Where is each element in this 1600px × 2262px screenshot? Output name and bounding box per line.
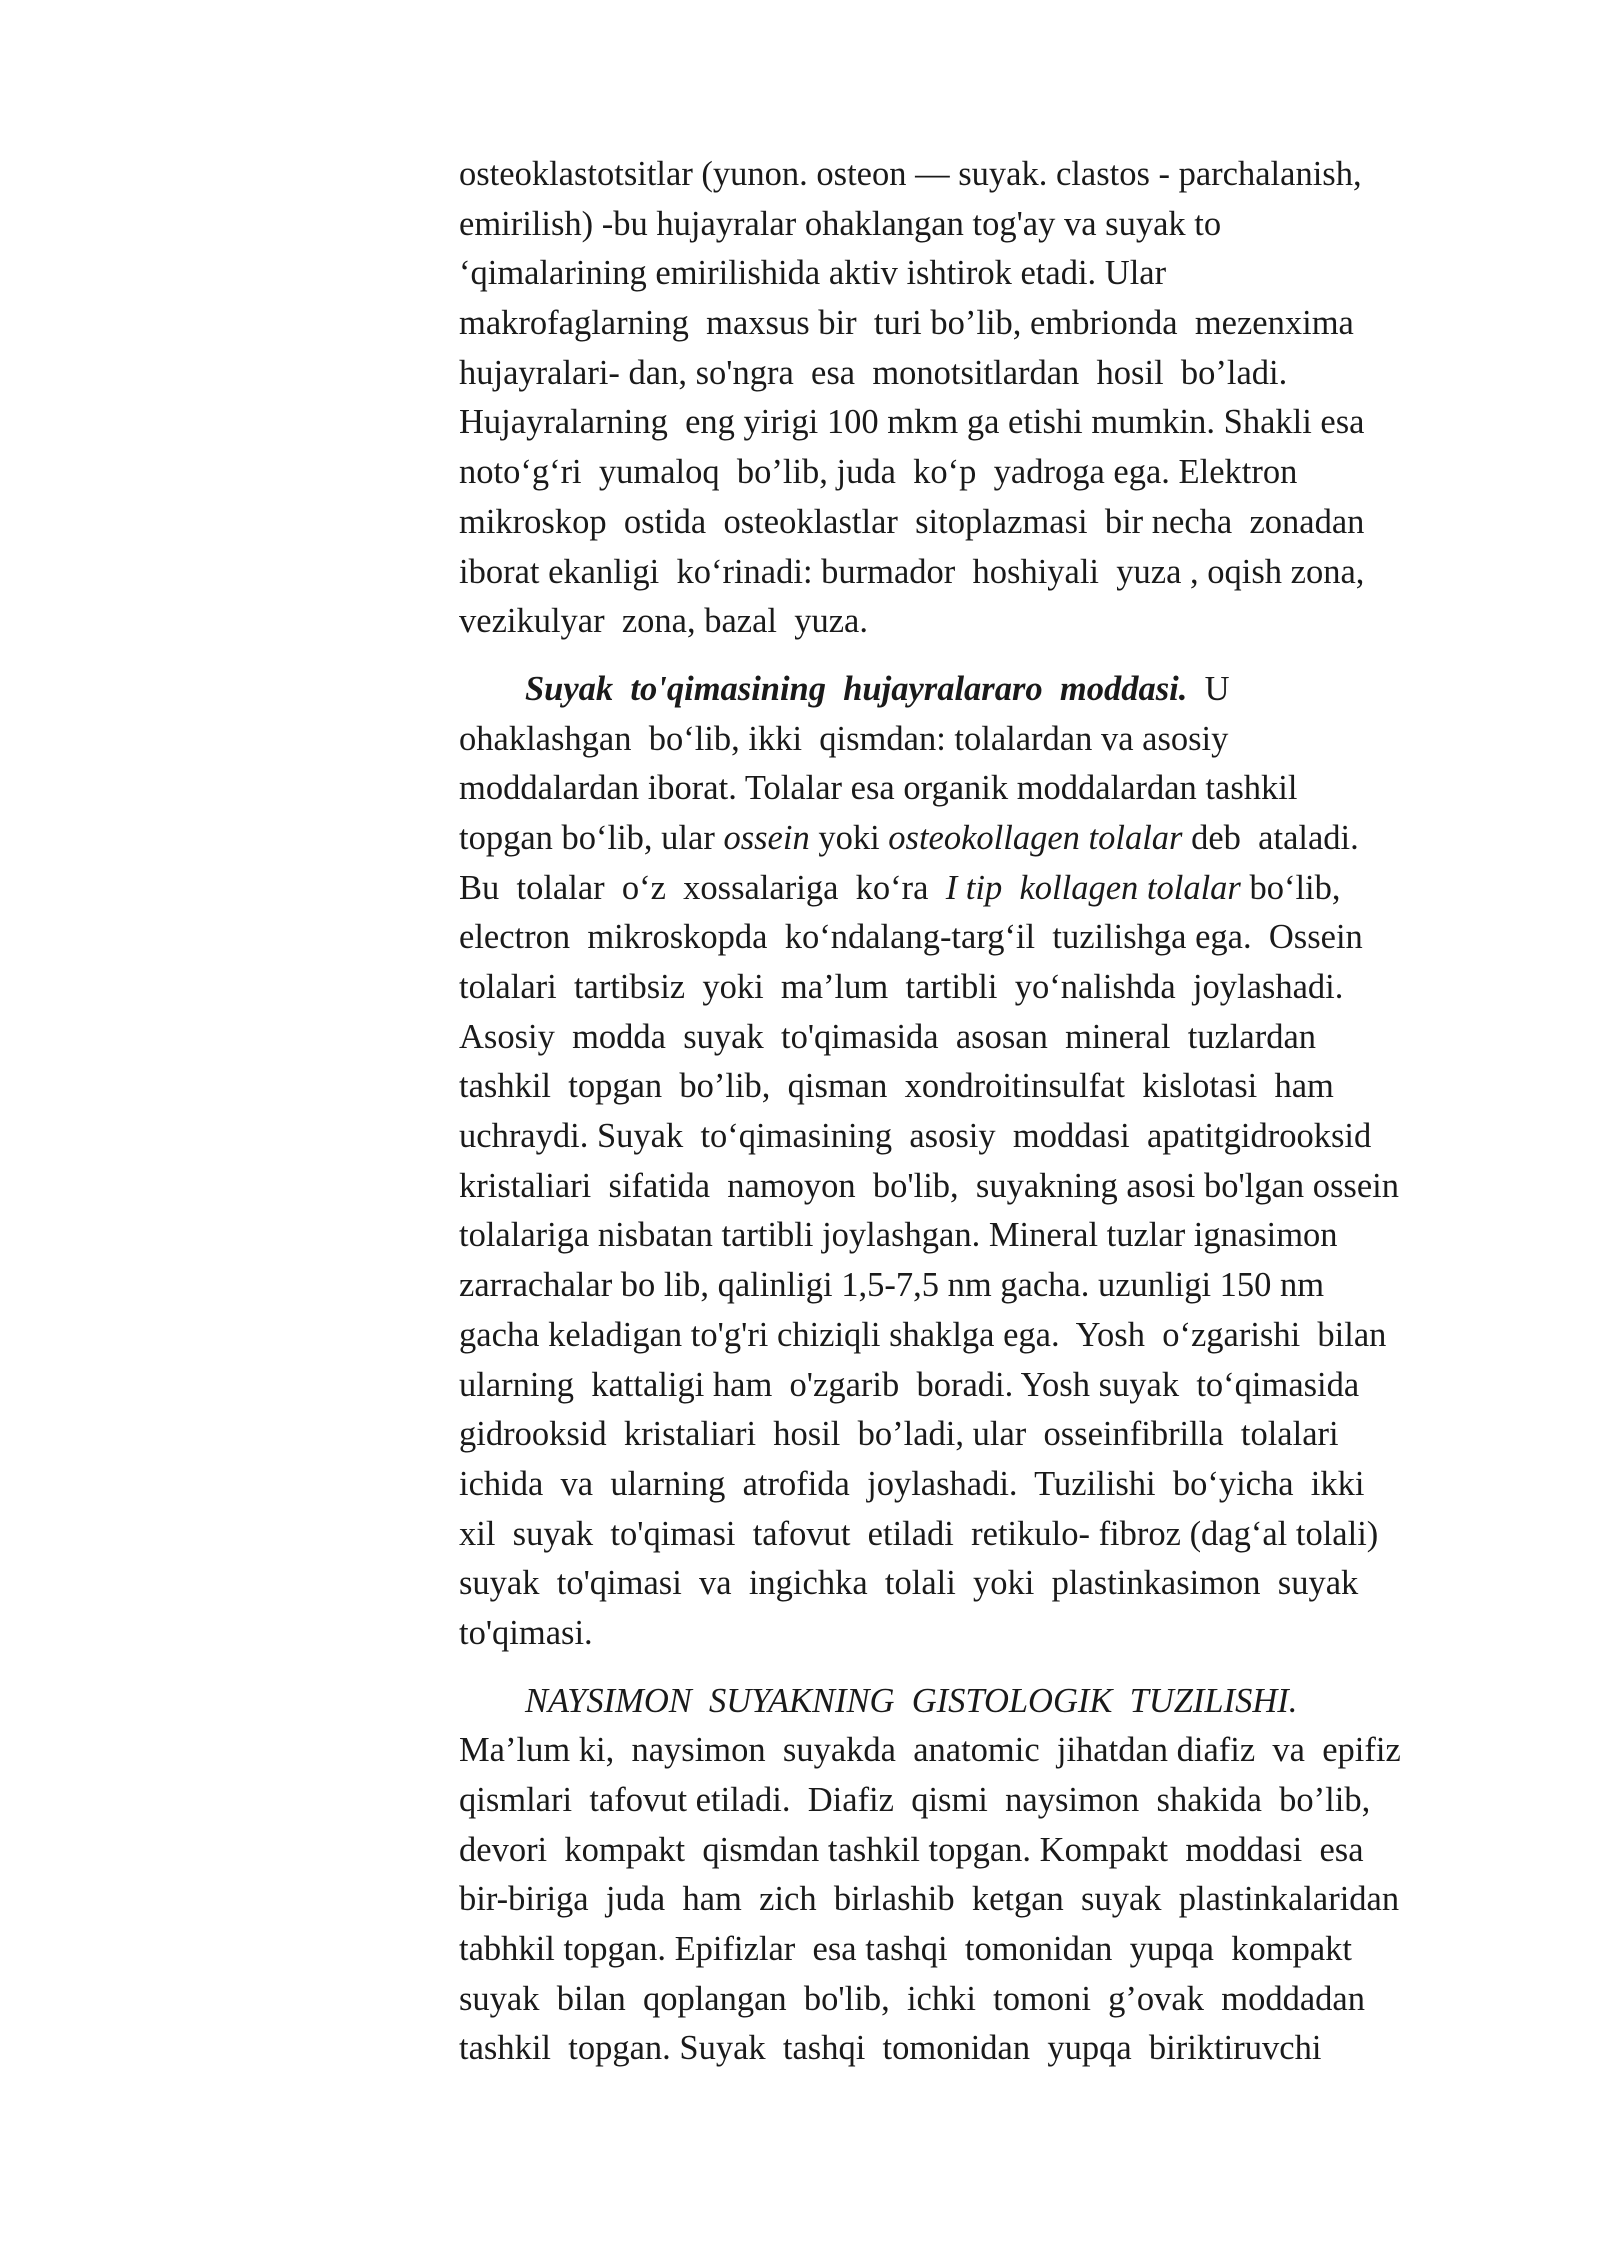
section-heading: NAYSIMON SUYAKNING GISTOLOGIK TUZILISHI. [525, 1681, 1298, 1720]
text-line: osteoklastotsitlar (yunon. osteon — suyak. clastos - parchalanish, [459, 155, 1362, 193]
text-line: Ma’lum ki, naysimon suyakda anatomic jihatdan diafiz va epifiz [459, 1731, 1401, 1770]
text-line: to'qimasi. [459, 1613, 593, 1652]
paragraph-intercellular-substance [459, 665, 1499, 1659]
text-line [459, 665, 1499, 715]
text-line: suyak bilan qoplangan bo'lib, ichki tomoni g’ovak moddadan [459, 1979, 1365, 2018]
text-run: topgan bo‘lib, ular [459, 818, 724, 857]
text-line: ‘qimalarining emirilishida aktiv ishtirok etadi. Ular [459, 254, 1167, 293]
text-line: iborat ekanligi ko‘rinadi: burmador hoshiyali yuza , oqish zona, [459, 552, 1365, 591]
section-heading: Suyak to'qimasining hujayralararo moddasi. [525, 669, 1188, 708]
text-line: vezikulyar zona, bazal yuza. [459, 602, 868, 641]
italic-term: osteokollagen tolalar [888, 818, 1183, 857]
text-line: tabhkil topgan. Epifizlar esa tashqi tomonidan yupqa kompakt [459, 1930, 1352, 1969]
text-line: moddalardan iborat. Tolalar esa organik moddalardan tashkil [459, 769, 1298, 808]
text-line: hujayralari- dan, so'ngra esa monotsitlardan hosil bo’ladi. [459, 353, 1288, 392]
text-line: tashkil topgan. Suyak tashqi tomonidan yupqa biriktiruvchi [459, 2029, 1322, 2068]
text-line: gacha keladigan to'g'ri chiziqli shaklga ega. Yosh o‘zgarishi bilan [459, 1315, 1387, 1354]
text-line: tolalari tartibsiz yoki ma’lum tartibli yo‘nalishda joylashadi. [459, 968, 1344, 1006]
text-line: makrofaglarning maxsus bir turi bo’lib, embrionda mezenxima [459, 304, 1354, 343]
text-run: Bu tolalar o‘z xossalariga ko‘ra [459, 868, 946, 907]
text-line: Asosiy modda suyak to'qimasida asosan mineral tuzlardan [459, 1017, 1317, 1056]
text-line: bir-biriga juda ham zich birlashib ketgan suyak plastinkalaridan [459, 1880, 1400, 1919]
text-line: zarrachalar bo lib, qalinligi 1,5-7,5 nm gacha. uzunligi 150 nm [459, 1266, 1325, 1305]
text-line: ichida va ularning atrofida joylashadi. Tuzilishi bo‘yicha ikki [459, 1464, 1365, 1503]
text-line: noto‘g‘ri yumaloq bo’lib, juda ko‘p yadroga ega. Elektron [459, 453, 1298, 492]
text-line: qismlari tafovut etiladi. Diafiz qismi naysimon shakida bo’lib, [459, 1781, 1371, 1819]
body-text [459, 150, 1499, 2074]
italic-term: I tip kollagen tolalar [945, 868, 1241, 907]
text-run: bo‘lib, [1240, 868, 1341, 907]
text-line: suyak to'qimasi va ingichka tolali yoki plastinkasimon suyak [459, 1564, 1359, 1603]
text-line: tolalariga nisbatan tartibli joylashgan. Mineral tuzlar ignasimon [459, 1216, 1338, 1255]
paragraph-tubular-bone [459, 1677, 1499, 2075]
text-line: ohaklashgan bo‘lib, ikki qismdan: tolalardan va asosiy [459, 719, 1229, 758]
text-line: kristaliari sifatida namoyon bo'lib, suyakning asosi bo'lgan ossein [459, 1166, 1399, 1205]
text-run: yoki [809, 818, 889, 857]
text-run: U [1187, 669, 1230, 708]
text-run: deb ataladi. [1182, 818, 1359, 857]
text-line: electron mikroskopda ko‘ndalang-targ‘il tuzilishga ega. Ossein [459, 918, 1363, 957]
text-line: devori kompakt qismdan tashkil topgan. Kompakt moddasi esa [459, 1830, 1364, 1869]
text-line [459, 864, 1499, 914]
text-line: Hujayralarning eng yirigi 100 mkm ga etishi mumkin. Shakli esa [459, 403, 1365, 442]
text-line [459, 814, 1499, 864]
text-line: emirilish) -bu hujayralar ohaklangan tog'ay va suyak to [459, 204, 1222, 243]
text-line: gidrooksid kristaliari hosil bo’ladi, ular osseinfibrilla tolalari [459, 1415, 1339, 1454]
text-line: uchraydi. Suyak to‘qimasining asosiy moddasi apatitgidrooksid [459, 1117, 1372, 1156]
text-line: tashkil topgan bo’lib, qisman xondroitinsulfat kislotasi ham [459, 1067, 1334, 1106]
text-line: mikroskop ostida osteoklastlar sitoplazmasi bir necha zonadan [459, 502, 1365, 541]
text-line: ularning kattaligi ham o'zgarib boradi. Yosh suyak to‘qimasida [459, 1365, 1360, 1404]
text-line: xil suyak to'qimasi tafovut etiladi retikulo- fibroz (dag‘al tolali) [459, 1514, 1379, 1553]
paragraph-osteoclasts [459, 150, 1499, 647]
italic-term: ossein [723, 818, 810, 857]
